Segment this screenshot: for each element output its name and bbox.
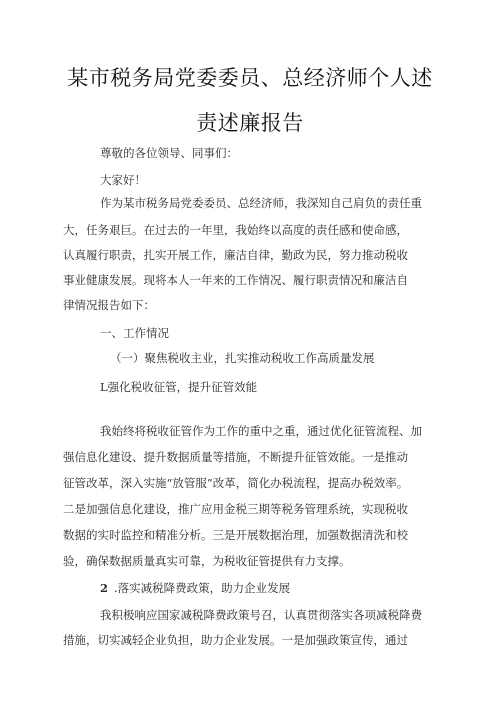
intro-paragraph-line: 认真履行职责，扎实开展工作，廉洁自律，勤政为民，努力推动税收	[63, 248, 408, 262]
document-title-line-2: 责述廉报告	[196, 111, 304, 135]
item1-paragraph-line: 验，确保数据质量真实可靠，为税收征管提供有力支撑。	[63, 554, 351, 568]
item-heading	[100, 581, 290, 595]
section-heading: 一、工作情况	[100, 326, 169, 340]
document-title-line-1: 某市税务局党委委员、总经济师个人述	[67, 66, 433, 90]
item1-paragraph-line: 征管改革，深入实施“放管服”改革，简化办税流程，提高办税效率。	[63, 476, 409, 490]
item2-paragraph-line: 措施，切实减轻企业负担，助力企业发展。一是加强政策宣传，通过	[63, 633, 408, 647]
intro-paragraph-line: 大，任务艰巨。在过去的一年里，我始终以高度的责任感和使命感，	[63, 223, 408, 237]
item1-paragraph-line: 二是加强信息化建设，推广应用金税三期等税务管理系统，实现税收	[63, 502, 408, 516]
intro-paragraph-line: 律情况报告如下：	[63, 298, 155, 312]
item-heading: L强化税收征管，提升征管效能	[100, 380, 258, 394]
intro-paragraph-line: 事业健康发展。现将本人一年来的工作情况、履行职责情况和廉洁自	[63, 273, 408, 287]
greeting: 大家好！	[100, 173, 146, 187]
subsection-heading: （一）聚焦税收主业，扎实推动税收工作高质量发展	[110, 351, 375, 365]
item-title: .落实减税降费政策，助力企业发展	[114, 581, 291, 595]
item2-paragraph-line: 我积极响应国家减税降费政策号召，认真贯彻落实各项减税降费	[100, 608, 422, 622]
item1-paragraph-line: 我始终将税收征管作为工作的重中之重，通过优化征管流程、加	[100, 424, 422, 438]
salutation: 尊敬的各位领导、同事们：	[100, 146, 238, 160]
item1-paragraph-line: 强信息化建设、提升数据质量等措施，不断提升征管效能。一是推动	[63, 450, 408, 464]
intro-paragraph-line: 作为某市税务局党委委员、总经济师，我深知自己肩负的责任重	[100, 196, 422, 210]
item1-paragraph-line: 数据的实时监控和精准分析。三是开展数据治理，加强数据清洗和校	[63, 528, 408, 542]
item-number: 2	[100, 581, 109, 595]
